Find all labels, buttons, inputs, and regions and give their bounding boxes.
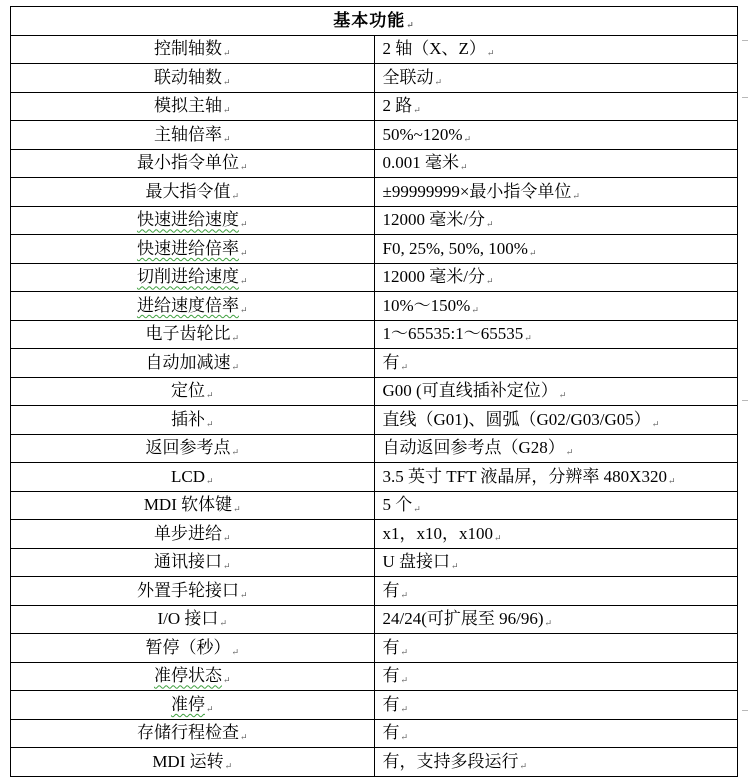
label-cell (11, 520, 375, 549)
paragraph-mark-icon: ↵ (222, 48, 231, 59)
value-cell (374, 292, 738, 321)
row-value: 有 (382, 352, 400, 372)
table-row (11, 577, 738, 606)
row-label: 最小指令单位 (136, 153, 239, 173)
row-label: 存储行程检查 (136, 723, 239, 743)
row-value: 24/24(可扩展至 96/96) (382, 609, 544, 629)
row-value: 有 (382, 637, 400, 657)
paragraph-mark-icon: ↵ (400, 703, 409, 714)
row-label: 返回参考点 (145, 438, 231, 458)
row-value: 3.5 英寸 TFT 液晶屏，分辨率 480X320 (382, 466, 667, 486)
label-cell (11, 377, 375, 406)
row-value: F0, 25%, 50%, 100% (382, 238, 528, 258)
paragraph-mark-icon: ↵ (463, 133, 472, 144)
table-row (11, 178, 738, 207)
value-cell (374, 691, 738, 720)
paragraph-mark-icon: ↵ (544, 618, 553, 629)
table-row (11, 263, 738, 292)
value-cell (374, 748, 738, 777)
paragraph-mark-icon: ↵ (471, 304, 479, 315)
paragraph-mark-icon: ↵ (519, 760, 528, 771)
paragraph-mark-icon: ↵ (231, 646, 240, 657)
value-cell (374, 320, 738, 349)
paragraph-mark-icon: ↵ (460, 162, 468, 173)
paragraph-mark-icon: ↵ (239, 247, 248, 258)
row-label: 通讯接口 (153, 552, 222, 572)
row-value: x1，x10，x100 (382, 523, 493, 543)
table-row (11, 662, 738, 691)
table-row (11, 35, 738, 64)
row-value: 0.001 毫米 (382, 153, 459, 173)
row-value: 有 (382, 666, 400, 686)
table-title-cell (11, 7, 738, 36)
row-label: 最大指令值 (145, 181, 231, 201)
row-value: U 盘接口 (382, 552, 451, 572)
table-row (11, 520, 738, 549)
paragraph-mark-icon: ↵ (231, 333, 240, 344)
table-row (11, 691, 738, 720)
value-cell (374, 35, 738, 64)
value-cell (374, 149, 738, 178)
row-value: ±99999999×最小指令单位 (382, 181, 572, 201)
table-header-row (11, 7, 738, 36)
label-cell (11, 121, 375, 150)
row-label: 联动轴数 (153, 67, 222, 87)
paragraph-mark-icon: ↵ (239, 276, 248, 287)
margin-mark (742, 710, 748, 715)
row-label: I/O 接口 (157, 609, 219, 629)
paragraph-mark-icon: ↵ (205, 390, 214, 401)
paragraph-mark-icon: ↵ (528, 247, 537, 258)
paragraph-mark-icon: ↵ (400, 732, 409, 743)
row-value: 有 (382, 723, 400, 743)
paragraph-mark-icon: ↵ (667, 475, 676, 486)
paragraph-mark-icon: ↵ (219, 618, 227, 629)
label-cell (11, 235, 375, 264)
value-cell (374, 577, 738, 606)
value-cell (374, 349, 738, 378)
row-value: 12000 毫米/分 (382, 210, 485, 230)
table-row (11, 235, 738, 264)
paragraph-mark-icon: ↵ (572, 190, 580, 201)
paragraph-mark-icon: ↵ (222, 76, 231, 87)
value-cell (374, 64, 738, 93)
row-label: 插补 (170, 409, 205, 429)
row-value: 1～65535:1～65535 (382, 324, 524, 344)
label-cell (11, 577, 375, 606)
label-cell (11, 691, 375, 720)
table-row (11, 491, 738, 520)
row-value: 10%～150% (382, 295, 471, 315)
margin-mark (742, 400, 748, 405)
paragraph-mark-icon: ↵ (494, 532, 502, 543)
paragraph-mark-icon: ↵ (205, 418, 214, 429)
value-cell (374, 491, 738, 520)
paragraph-mark-icon: ↵ (222, 105, 231, 116)
value-cell (374, 434, 738, 463)
row-label: 准停状态 (153, 666, 222, 686)
label-cell (11, 263, 375, 292)
paragraph-mark-icon: ↵ (485, 219, 494, 230)
table-row (11, 377, 738, 406)
paragraph-mark-icon: ↵ (231, 361, 240, 372)
row-label: 进给速度倍率 (136, 295, 239, 315)
table-row (11, 719, 738, 748)
spec-table-body (11, 7, 738, 777)
paragraph-mark-icon: ↵ (222, 675, 231, 686)
row-value: 有 (382, 580, 400, 600)
paragraph-mark-icon: ↵ (222, 133, 231, 144)
table-row (11, 92, 738, 121)
paragraph-mark-icon: ↵ (486, 48, 495, 59)
row-label: 自动加减速 (145, 352, 231, 372)
paragraph-mark-icon: ↵ (239, 732, 248, 743)
value-cell (374, 719, 738, 748)
paragraph-mark-icon: ↵ (239, 304, 248, 315)
value-cell (374, 263, 738, 292)
row-label: 快速进给倍率 (136, 238, 239, 258)
paragraph-mark-icon: ↵ (524, 333, 532, 344)
label-cell (11, 320, 375, 349)
value-cell (374, 206, 738, 235)
label-cell (11, 35, 375, 64)
row-value: 全联动 (382, 67, 434, 87)
table-row (11, 349, 738, 378)
row-label: 单步进给 (153, 523, 222, 543)
value-cell (374, 377, 738, 406)
row-value: G00 (可直线插补定位） (382, 381, 558, 401)
paragraph-mark-icon: ↵ (205, 475, 214, 486)
paragraph-mark-icon: ↵ (222, 561, 231, 572)
margin-mark (742, 97, 748, 102)
table-row (11, 64, 738, 93)
table-row (11, 149, 738, 178)
row-label: MDI 运转 (152, 751, 224, 771)
label-cell (11, 463, 375, 492)
paragraph-mark-icon: ↵ (565, 447, 574, 458)
label-cell (11, 748, 375, 777)
row-value: 12000 毫米/分 (382, 267, 485, 287)
paragraph-mark-icon: ↵ (651, 418, 660, 429)
row-value: 2 轴（X、Z） (382, 39, 486, 59)
paragraph-mark-icon: ↵ (239, 589, 248, 600)
row-value: 2 路 (382, 96, 413, 116)
label-cell (11, 434, 375, 463)
row-value: 有，支持多段运行 (382, 751, 519, 771)
row-label: MDI 软体键 (143, 495, 233, 515)
label-cell (11, 178, 375, 207)
paragraph-mark-icon: ↵ (231, 447, 240, 458)
table-row (11, 605, 738, 634)
label-cell (11, 634, 375, 663)
label-cell (11, 92, 375, 121)
table-row (11, 292, 738, 321)
paragraph-mark-icon: ↵ (239, 162, 248, 173)
row-value: 有 (382, 694, 400, 714)
paragraph-mark-icon: ↵ (233, 504, 241, 515)
value-cell (374, 662, 738, 691)
paragraph-mark-icon: ↵ (205, 703, 214, 714)
table-row (11, 748, 738, 777)
row-value: 自动返回参考点（G28） (382, 438, 565, 458)
row-label: 定位 (170, 381, 205, 401)
value-cell (374, 92, 738, 121)
table-row (11, 434, 738, 463)
value-cell (374, 605, 738, 634)
label-cell (11, 292, 375, 321)
paragraph-mark-icon: ↵ (413, 504, 421, 515)
row-label: 主轴倍率 (153, 124, 222, 144)
label-cell (11, 548, 375, 577)
label-cell (11, 206, 375, 235)
table-row (11, 548, 738, 577)
row-label: 控制轴数 (153, 39, 222, 59)
row-value: 5 个 (382, 495, 413, 515)
paragraph-mark-icon: ↵ (224, 760, 233, 771)
paragraph-mark-icon: ↵ (434, 76, 443, 87)
paragraph-mark-icon: ↵ (400, 646, 409, 657)
label-cell (11, 662, 375, 691)
paragraph-mark-icon: ↵ (485, 276, 494, 287)
paragraph-mark-icon: ↵ (231, 190, 240, 201)
row-label: 模拟主轴 (153, 96, 222, 116)
table-row (11, 406, 738, 435)
spec-table (10, 6, 738, 777)
label-cell (11, 406, 375, 435)
value-cell (374, 634, 738, 663)
paragraph-mark-icon: ↵ (406, 19, 415, 30)
table-row (11, 320, 738, 349)
paragraph-mark-icon: ↵ (413, 105, 421, 116)
label-cell (11, 605, 375, 634)
label-cell (11, 719, 375, 748)
row-label: 快速进给速度 (136, 210, 239, 230)
row-label: LCD (170, 466, 205, 486)
label-cell (11, 349, 375, 378)
table-row (11, 634, 738, 663)
value-cell (374, 463, 738, 492)
paragraph-mark-icon: ↵ (400, 361, 409, 372)
row-label: 暂停（秒） (145, 637, 231, 657)
paragraph-mark-icon: ↵ (239, 219, 248, 230)
paragraph-mark-icon: ↵ (451, 561, 459, 572)
margin-mark (742, 40, 748, 45)
value-cell (374, 548, 738, 577)
row-label: 电子齿轮比 (145, 324, 231, 344)
label-cell (11, 491, 375, 520)
value-cell (374, 178, 738, 207)
value-cell (374, 121, 738, 150)
paragraph-mark-icon: ↵ (400, 589, 409, 600)
row-value: 50%~120% (382, 124, 463, 144)
row-label: 外置手轮接口 (136, 580, 239, 600)
row-label: 切削进给速度 (136, 267, 239, 287)
table-row (11, 121, 738, 150)
label-cell (11, 149, 375, 178)
value-cell (374, 520, 738, 549)
table-title: 基本功能 (333, 10, 406, 30)
paragraph-mark-icon: ↵ (222, 532, 231, 543)
value-cell (374, 235, 738, 264)
row-value: 直线（G01)、圆弧（G02/G03/G05） (382, 409, 651, 429)
row-label: 准停 (170, 694, 205, 714)
paragraph-mark-icon: ↵ (400, 675, 409, 686)
table-row (11, 463, 738, 492)
paragraph-mark-icon: ↵ (558, 390, 567, 401)
table-row (11, 206, 738, 235)
label-cell (11, 64, 375, 93)
value-cell (374, 406, 738, 435)
